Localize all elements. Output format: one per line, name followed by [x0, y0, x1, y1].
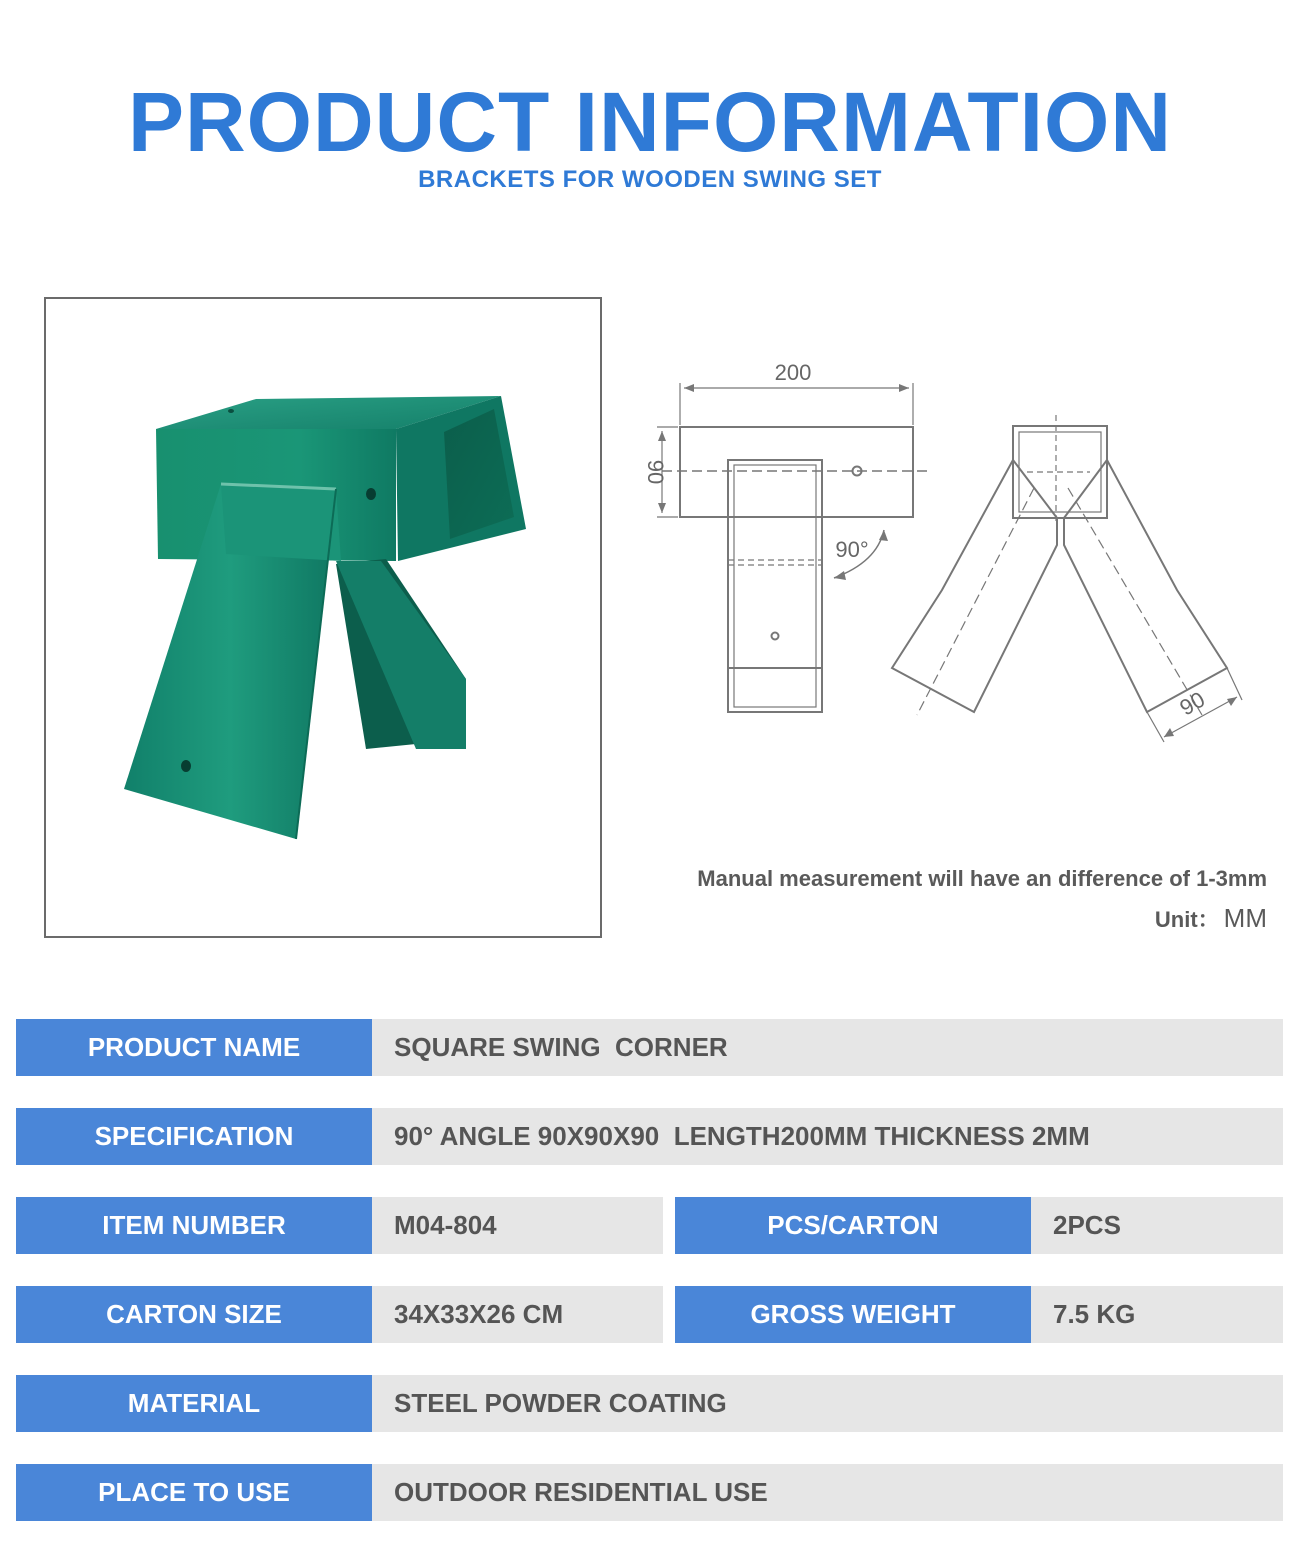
spec-row-carton-size	[0, 1286, 1300, 1343]
spec-label: SPECIFICATION	[16, 1108, 372, 1165]
spec-label: GROSS WEIGHT	[675, 1286, 1031, 1343]
spec-row-material	[0, 1375, 1300, 1432]
dim-length-label: 200	[774, 360, 812, 385]
spec-label: MATERIAL	[16, 1375, 372, 1432]
spec-label: ITEM NUMBER	[16, 1197, 372, 1254]
spec-label: CARTON SIZE	[16, 1286, 372, 1343]
spec-row-place-to-use	[0, 1464, 1300, 1521]
spec-label: PLACE TO USE	[16, 1464, 372, 1521]
dim-angle-label: 90°	[835, 537, 869, 562]
dim-height-label: 90	[643, 459, 668, 485]
spec-value: 2PCS	[1031, 1197, 1283, 1254]
spec-row-specification	[0, 1108, 1300, 1165]
spec-value: 34X33X26 CM	[372, 1286, 663, 1343]
measurement-note: Manual measurement will have an difference of 1-3mm	[697, 866, 1267, 891]
spec-label: PCS/CARTON	[675, 1197, 1031, 1254]
unit-value: MM	[1223, 903, 1267, 933]
page-subtitle: BRACKETS FOR WOODEN SWING SET	[418, 166, 882, 193]
page-title: PRODUCT INFORMATION	[127, 75, 1173, 169]
spec-value: STEEL POWDER COATING	[372, 1375, 1283, 1432]
spec-value: SQUARE SWING CORNER	[372, 1019, 1283, 1076]
spec-value: M04-804	[372, 1197, 663, 1254]
unit-line	[1155, 903, 1267, 934]
technical-drawing	[612, 350, 1272, 750]
spec-row-item-number	[0, 1197, 1300, 1254]
spec-label: PRODUCT NAME	[16, 1019, 372, 1076]
product-photo-frame	[44, 297, 602, 938]
spec-value: OUTDOOR RESIDENTIAL USE	[372, 1464, 1283, 1521]
swing-corner-bracket-image	[46, 299, 600, 936]
spec-value: 7.5 KG	[1031, 1286, 1283, 1343]
dim-leg-label: 90	[1175, 686, 1210, 721]
unit-label: Unit：	[1154, 907, 1220, 932]
spec-value: 90° ANGLE 90X90X90 LENGTH200MM THICKNESS 2MM	[372, 1108, 1283, 1165]
spec-row-product-name	[0, 1019, 1300, 1076]
